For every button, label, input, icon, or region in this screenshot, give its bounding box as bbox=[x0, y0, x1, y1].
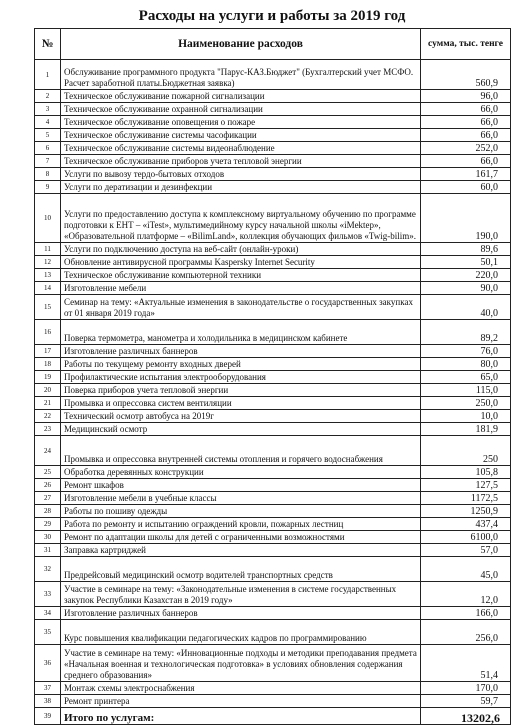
row-name: Изготовление различных баннеров bbox=[61, 345, 421, 358]
row-name: Ремонт по адаптации школы для детей с ограниченными возможностями bbox=[61, 531, 421, 544]
table-row bbox=[35, 168, 511, 181]
table-row bbox=[35, 181, 511, 194]
row-name: Техническое обслуживание охранной сигнализации bbox=[61, 103, 421, 116]
total-row bbox=[35, 708, 511, 725]
table-row bbox=[35, 345, 511, 358]
row-name: Поверка приборов учета тепловой энергии bbox=[61, 384, 421, 397]
table-row bbox=[35, 695, 511, 708]
row-number: 32 bbox=[35, 557, 61, 582]
document-title: Расходы на услуги и работы за 2019 год bbox=[138, 8, 406, 24]
row-number: 2 bbox=[35, 90, 61, 103]
table-header-row bbox=[35, 29, 511, 60]
row-number: 38 bbox=[35, 695, 61, 708]
row-name: Услуги по подключению доступа на веб-сайт (онлайн-уроки) bbox=[61, 243, 421, 256]
table-row bbox=[35, 320, 511, 345]
row-name: Работа по ремонту и испытанию ограждений кровли, пожарных лестниц bbox=[61, 518, 421, 531]
row-sum: 10,0 bbox=[421, 410, 511, 423]
row-number: 28 bbox=[35, 505, 61, 518]
row-sum: 50,1 bbox=[421, 256, 511, 269]
table-row bbox=[35, 410, 511, 423]
table-row bbox=[35, 116, 511, 129]
row-number: 30 bbox=[35, 531, 61, 544]
row-sum: 89,2 bbox=[421, 320, 511, 345]
row-sum: 250 bbox=[421, 436, 511, 466]
row-sum: 66,0 bbox=[421, 103, 511, 116]
row-name: Работы по текущему ремонту входных дверей bbox=[61, 358, 421, 371]
row-name: Курс повышения квалификации педагогических кадров по программированию bbox=[61, 620, 421, 645]
row-number: 23 bbox=[35, 423, 61, 436]
row-name: Медицинский осмотр bbox=[61, 423, 421, 436]
table-row bbox=[35, 466, 511, 479]
row-sum: 181,9 bbox=[421, 423, 511, 436]
table-row bbox=[35, 129, 511, 142]
row-number: 35 bbox=[35, 620, 61, 645]
row-sum: 105,8 bbox=[421, 466, 511, 479]
row-number: 15 bbox=[35, 295, 61, 320]
row-name: Изготовление мебели в учебные классы bbox=[61, 492, 421, 505]
row-sum: 51,4 bbox=[421, 645, 511, 682]
row-name: Предрейсовый медицинский осмотр водителей транспортных средств bbox=[61, 557, 421, 582]
row-number: 7 bbox=[35, 155, 61, 168]
table-row bbox=[35, 645, 511, 682]
row-number: 37 bbox=[35, 682, 61, 695]
table-row bbox=[35, 142, 511, 155]
row-sum: 1172,5 bbox=[421, 492, 511, 505]
row-sum: 90,0 bbox=[421, 282, 511, 295]
row-sum: 65,0 bbox=[421, 371, 511, 384]
row-name: Ремонт принтера bbox=[61, 695, 421, 708]
row-sum: 80,0 bbox=[421, 358, 511, 371]
table-row bbox=[35, 531, 511, 544]
table-row bbox=[35, 423, 511, 436]
row-number: 8 bbox=[35, 168, 61, 181]
row-name: Поверка термометра, манометра и холодильника в медицинском кабинете bbox=[61, 320, 421, 345]
row-name: Обслуживание программного продукта "Парус-КАЗ.Бюджет" (Бухгалтерский учет МСФО. Расчет заработной платы.Бюджетная заявка) bbox=[61, 60, 421, 90]
row-name: Услуги по предоставлению доступа к комплексному виртуальному обучению по программе подготовки к ЕНТ – «iTest», мультимедийному курсу начальной школы «iMektep», «Образовательной платформе – «BilimLand», коллекция обучающих фильмов «Twig-bilim». bbox=[61, 194, 421, 243]
row-number: 36 bbox=[35, 645, 61, 682]
row-number: 10 bbox=[35, 194, 61, 243]
row-name: Участие в семинаре на тему: «Законодательные изменения в системе государственных закупок Республики Казахстан в 2019 году» bbox=[61, 582, 421, 607]
row-number: 27 bbox=[35, 492, 61, 505]
row-sum: 57,0 bbox=[421, 544, 511, 557]
row-sum: 250,0 bbox=[421, 397, 511, 410]
row-sum: 6100,0 bbox=[421, 531, 511, 544]
row-number: 14 bbox=[35, 282, 61, 295]
row-number: 9 bbox=[35, 181, 61, 194]
table-row bbox=[35, 295, 511, 320]
row-sum: 66,0 bbox=[421, 116, 511, 129]
row-sum: 89,6 bbox=[421, 243, 511, 256]
row-number: 19 bbox=[35, 371, 61, 384]
row-number: 33 bbox=[35, 582, 61, 607]
row-sum: 60,0 bbox=[421, 181, 511, 194]
table-row bbox=[35, 155, 511, 168]
row-number: 16 bbox=[35, 320, 61, 345]
row-number: 12 bbox=[35, 256, 61, 269]
table-row bbox=[35, 256, 511, 269]
table-row bbox=[35, 397, 511, 410]
row-sum: 170,0 bbox=[421, 682, 511, 695]
row-name: Техническое обслуживание системы часофикации bbox=[61, 129, 421, 142]
row-name: Технический осмотр автобуса на 2019г bbox=[61, 410, 421, 423]
row-number: 6 bbox=[35, 142, 61, 155]
row-sum: 437,4 bbox=[421, 518, 511, 531]
row-name: Обновление антивирусной программы Kaspersky Internet Security bbox=[61, 256, 421, 269]
row-sum: 12,0 bbox=[421, 582, 511, 607]
row-sum: 76,0 bbox=[421, 345, 511, 358]
row-sum: 13202,6 bbox=[421, 708, 511, 725]
row-number: 17 bbox=[35, 345, 61, 358]
row-name: Техническое обслуживание системы видеонаблюдение bbox=[61, 142, 421, 155]
table-row bbox=[35, 436, 511, 466]
row-sum: 66,0 bbox=[421, 155, 511, 168]
row-number: 34 bbox=[35, 607, 61, 620]
row-number: 31 bbox=[35, 544, 61, 557]
table-row bbox=[35, 518, 511, 531]
row-number: 39 bbox=[35, 708, 61, 725]
row-number: 11 bbox=[35, 243, 61, 256]
row-number: 1 bbox=[35, 60, 61, 90]
row-name: Работы по пошиву одежды bbox=[61, 505, 421, 518]
table-row bbox=[35, 479, 511, 492]
row-name: Техническое обслуживание пожарной сигнализации bbox=[61, 90, 421, 103]
table-row bbox=[35, 103, 511, 116]
row-sum: 220,0 bbox=[421, 269, 511, 282]
row-number: 4 bbox=[35, 116, 61, 129]
table-row bbox=[35, 371, 511, 384]
table-row bbox=[35, 60, 511, 90]
header-sum: сумма, тыс. тенге bbox=[421, 29, 511, 60]
row-name: Заправка картриджей bbox=[61, 544, 421, 557]
table-row bbox=[35, 90, 511, 103]
table-row bbox=[35, 194, 511, 243]
row-name: Промывка и опрессовка систем вентиляции bbox=[61, 397, 421, 410]
row-sum: 66,0 bbox=[421, 129, 511, 142]
row-number: 5 bbox=[35, 129, 61, 142]
row-number: 13 bbox=[35, 269, 61, 282]
row-sum: 252,0 bbox=[421, 142, 511, 155]
row-sum: 166,0 bbox=[421, 607, 511, 620]
row-sum: 560,9 bbox=[421, 60, 511, 90]
row-name: Техническое обслуживание компьютерной техники bbox=[61, 269, 421, 282]
expenses-table bbox=[34, 28, 511, 725]
table-row bbox=[35, 544, 511, 557]
row-number: 24 bbox=[35, 436, 61, 466]
row-number: 18 bbox=[35, 358, 61, 371]
table-row bbox=[35, 582, 511, 607]
row-name: Промывка и опрессовка внутренней системы отопления и горячего водоснабжения bbox=[61, 436, 421, 466]
table-row bbox=[35, 620, 511, 645]
row-name: Техническое обслуживание приборов учета тепловой энергии bbox=[61, 155, 421, 168]
row-name: Семинар на тему: «Актуальные изменения в законодательстве о государственных закупках от 01 января 2019 года» bbox=[61, 295, 421, 320]
row-sum: 161,7 bbox=[421, 168, 511, 181]
row-number: 3 bbox=[35, 103, 61, 116]
row-sum: 115,0 bbox=[421, 384, 511, 397]
row-number: 21 bbox=[35, 397, 61, 410]
table-row bbox=[35, 358, 511, 371]
table-row bbox=[35, 607, 511, 620]
table-row bbox=[35, 682, 511, 695]
row-number: 25 bbox=[35, 466, 61, 479]
table-row bbox=[35, 505, 511, 518]
row-name: Изготовление различных баннеров bbox=[61, 607, 421, 620]
table-row bbox=[35, 243, 511, 256]
row-name: Монтаж схемы электроснабжения bbox=[61, 682, 421, 695]
row-sum: 1250,9 bbox=[421, 505, 511, 518]
row-name: Профилактические испытания электрооборудования bbox=[61, 371, 421, 384]
row-sum: 96,0 bbox=[421, 90, 511, 103]
row-sum: 59,7 bbox=[421, 695, 511, 708]
row-name: Участие в семинаре на тему: «Инновационные подходы и методики преподавания предмета «Начальная военная и технологическая подготовка» в условиях обновления содержания среднего образования» bbox=[61, 645, 421, 682]
table-row bbox=[35, 269, 511, 282]
row-sum: 40,0 bbox=[421, 295, 511, 320]
header-num: № bbox=[35, 29, 61, 60]
table-row bbox=[35, 282, 511, 295]
row-name: Обработка деревянных конструкции bbox=[61, 466, 421, 479]
row-name: Ремонт шкафов bbox=[61, 479, 421, 492]
row-sum: 190,0 bbox=[421, 194, 511, 243]
row-number: 29 bbox=[35, 518, 61, 531]
row-name: Изготовление мебели bbox=[61, 282, 421, 295]
row-name: Услуги по вывозу тердо-бытовых отходов bbox=[61, 168, 421, 181]
row-number: 22 bbox=[35, 410, 61, 423]
row-name: Итого по услугам: bbox=[61, 708, 421, 725]
row-number: 26 bbox=[35, 479, 61, 492]
row-name: Техническое обслуживание оповещения о пожаре bbox=[61, 116, 421, 129]
table-row bbox=[35, 557, 511, 582]
header-name: Наименование расходов bbox=[61, 29, 421, 60]
row-sum: 256,0 bbox=[421, 620, 511, 645]
row-name: Услуги по дератизации и дезинфекции bbox=[61, 181, 421, 194]
row-number: 20 bbox=[35, 384, 61, 397]
table-row bbox=[35, 384, 511, 397]
row-sum: 127,5 bbox=[421, 479, 511, 492]
row-sum: 45,0 bbox=[421, 557, 511, 582]
table-row bbox=[35, 492, 511, 505]
